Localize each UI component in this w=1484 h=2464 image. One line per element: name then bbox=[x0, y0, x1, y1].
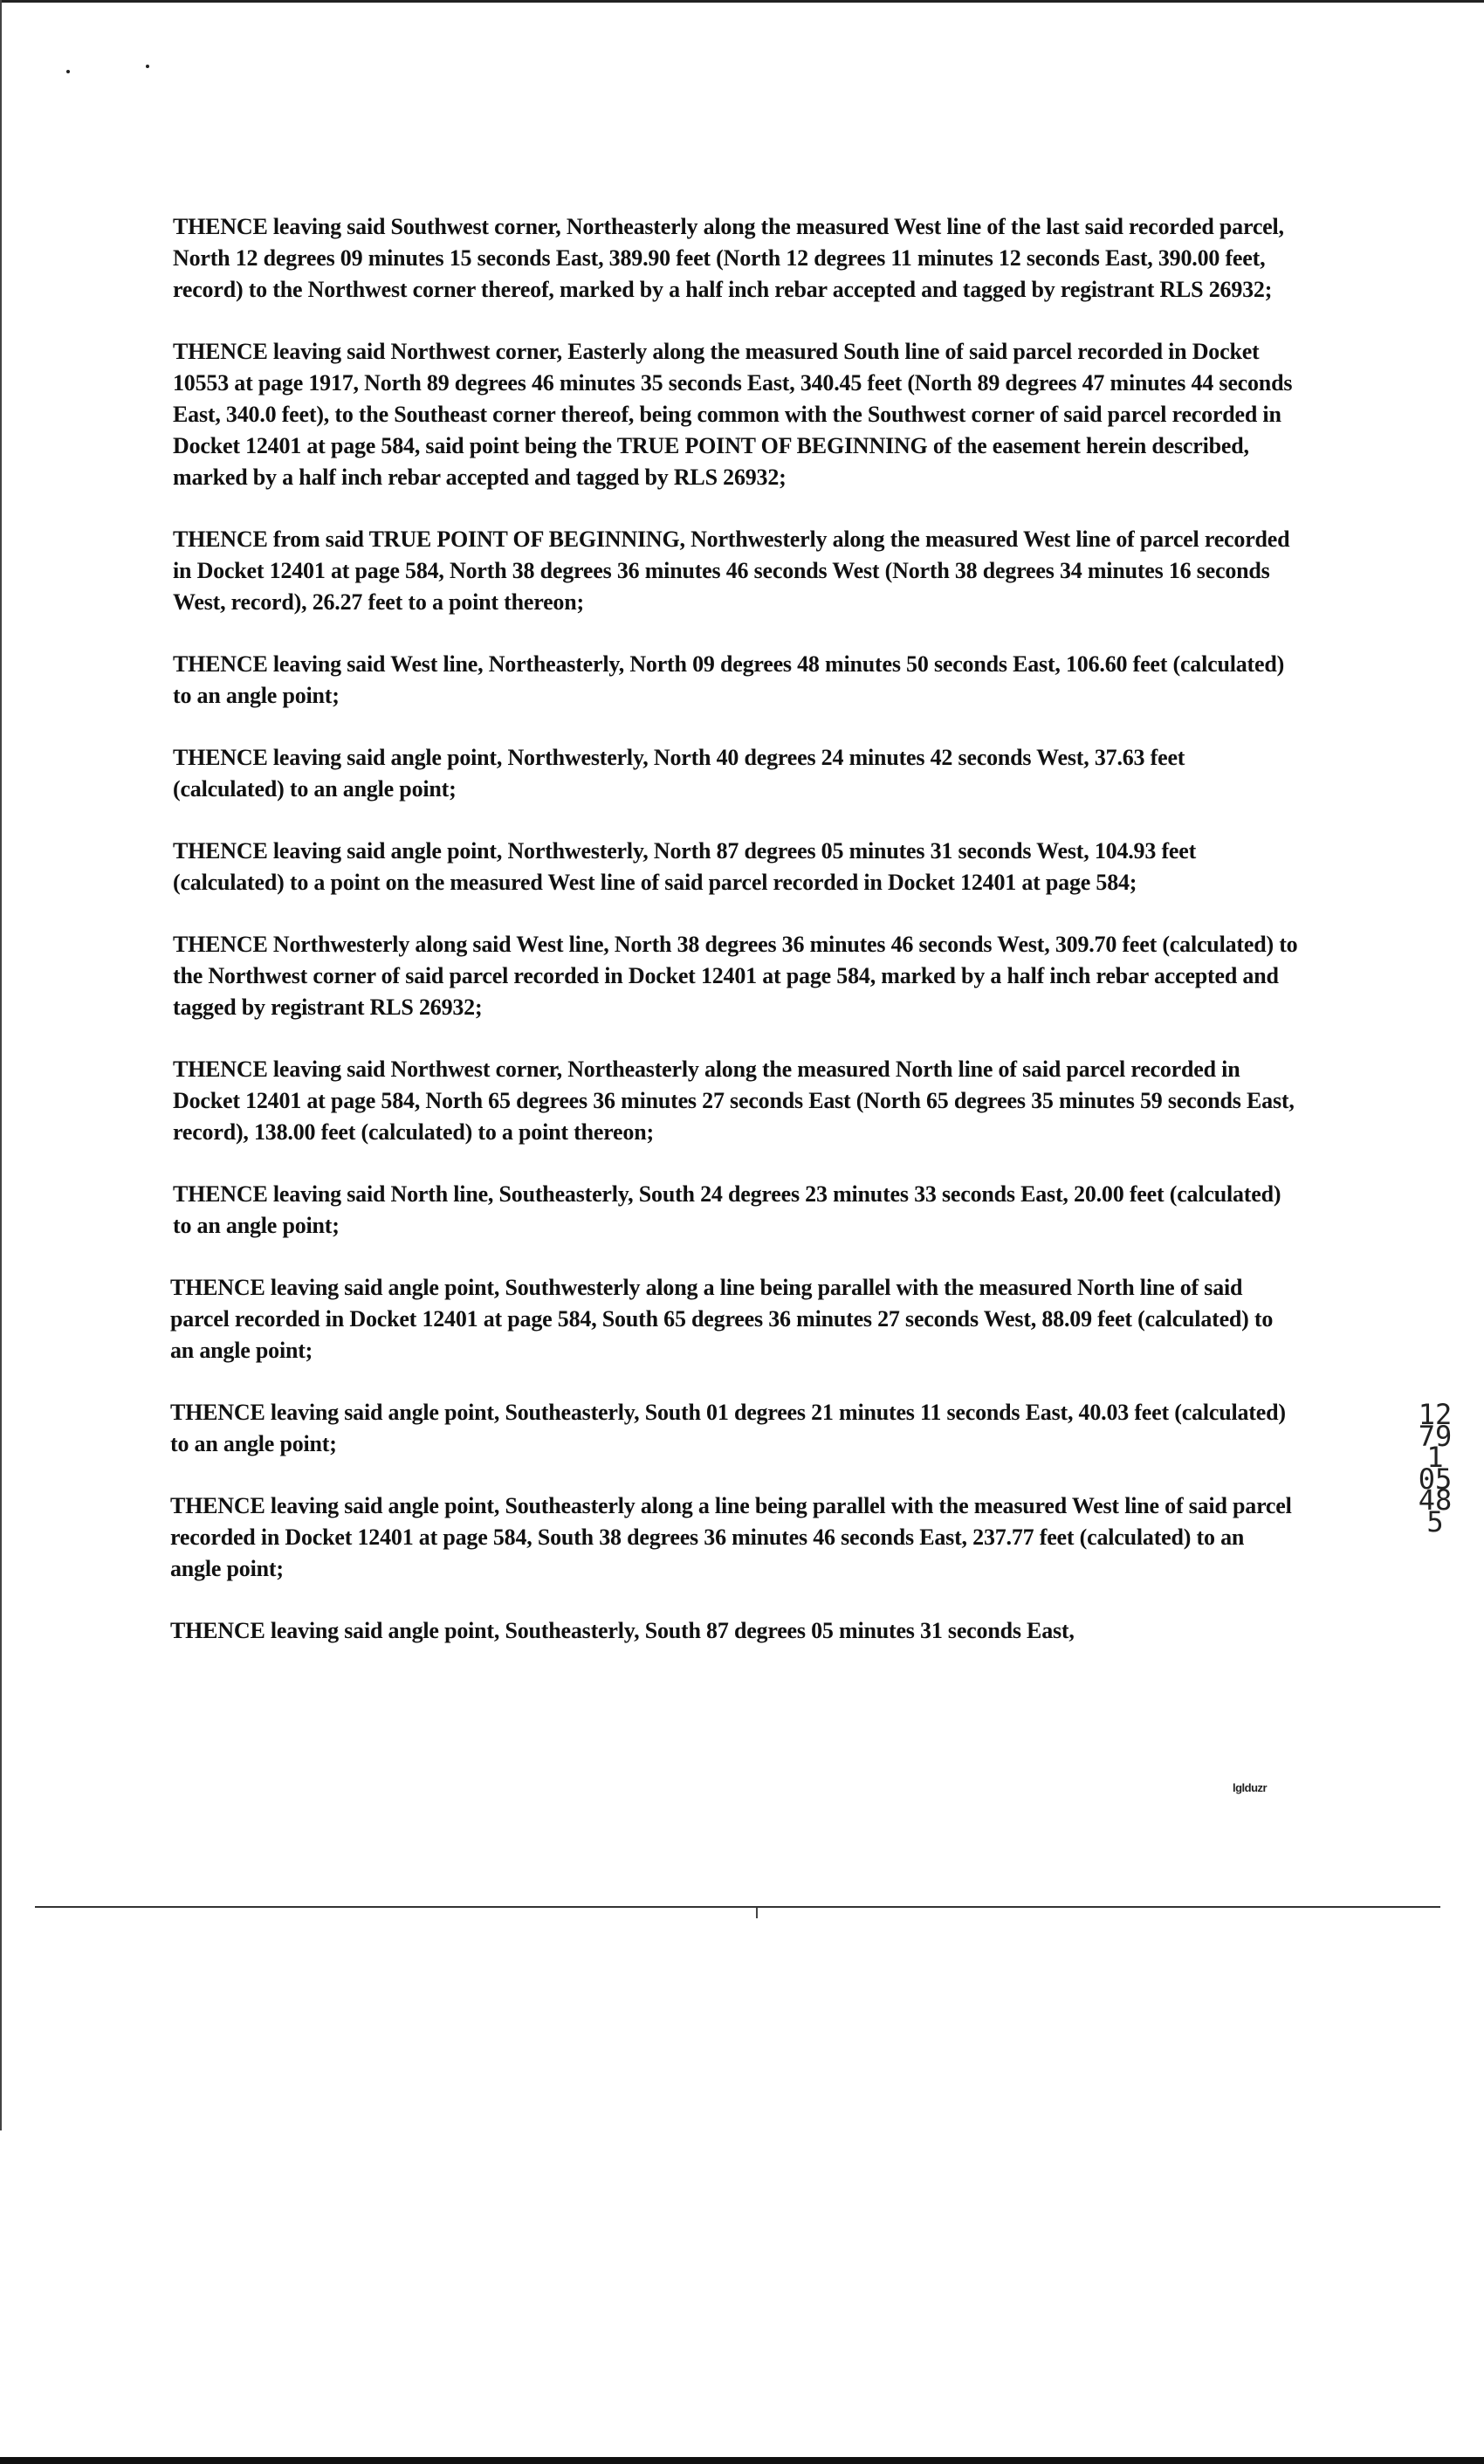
paragraph: THENCE from said TRUE POINT OF BEGINNING, Northwesterly along the measured West line of parcel recorded in Docket 12401 at page 584, North 38 degrees 36 minutes 46 seconds West (North 38 degrees 34 minutes 16 seconds West, record), 26.27 feet to a point thereon; bbox=[173, 527, 1290, 615]
docket-page-stamp: 12791 05485 bbox=[1418, 1398, 1453, 1538]
scan-edge-bottom bbox=[0, 2457, 1484, 2464]
paragraph: THENCE leaving said angle point, Southeasterly, South 01 degrees 21 minutes 11 seconds East, 40.03 feet (calculated) to an angle point; bbox=[170, 1400, 1286, 1456]
scan-edge-left bbox=[0, 0, 2, 2130]
paragraph: THENCE leaving said angle point, Northwesterly, North 40 degrees 24 minutes 42 seconds West, 37.63 feet (calculated) to an angle point; bbox=[173, 745, 1185, 802]
page-divider-line bbox=[35, 1906, 1440, 1908]
paragraph: THENCE leaving said angle point, Southeasterly, South 87 degrees 05 minutes 31 seconds East, bbox=[170, 1618, 1075, 1643]
document-code: lglduzr bbox=[1233, 1781, 1268, 1794]
paragraph: THENCE leaving said Northwest corner, Easterly along the measured South line of said parcel recorded in Docket 10553 at page 1917, North 89 degrees 46 minutes 35 seconds East, 340.45 feet (North 89 degrees 47 minutes 44 seconds East, 340.0 feet), to the Southeast corner thereof, being common with the Southwest corner of said parcel recorded in Docket 12401 at page 584, said point being the TRUE POINT OF BEGINNING of the easement herein described, marked by a half inch rebar accepted and tagged by RLS 26932; bbox=[173, 339, 1293, 490]
scan-speck bbox=[66, 70, 70, 73]
paragraph: THENCE Northwesterly along said West line, North 38 degrees 36 minutes 46 seconds West, 309.70 feet (calculated) to the Northwest corner of said parcel recorded in Docket 12401 at page 584, marked by a half inch rebar accepted and tagged by registrant RLS 26932; bbox=[173, 932, 1298, 1020]
paragraph: THENCE leaving said Southwest corner, Northeasterly along the measured West line of the last said recorded parcel, North 12 degrees 09 minutes 15 seconds East, 389.90 feet (North 12 degrees 11 minutes 12 seconds East, 390.00 feet, record) to the Northwest corner thereof, marked by a half inch rebar accepted and tagged by registrant RLS 26932; bbox=[173, 214, 1284, 302]
legal-description-body bbox=[170, 211, 1299, 1677]
paragraph: THENCE leaving said Northwest corner, Northeasterly along the measured North line of said parcel recorded in Docket 12401 at page 584, North 65 degrees 36 minutes 27 seconds East (North 65 degrees 35 minutes 59 seconds East, record), 138.00 feet (calculated) to a point thereon; bbox=[173, 1056, 1295, 1145]
paragraph: THENCE leaving said angle point, Southwesterly along a line being parallel with the measured North line of said parcel recorded in Docket 12401 at page 584, South 65 degrees 36 minutes 27 seconds West, 88.09 feet (calculated) to an angle point; bbox=[170, 1275, 1274, 1363]
divider-tick bbox=[756, 1908, 758, 1918]
paragraph: THENCE leaving said angle point, Northwesterly, North 87 degrees 05 minutes 31 seconds West, 104.93 feet (calculated) to a point on the measured West line of said parcel recorded in Docket 12401 at page 584; bbox=[173, 838, 1197, 895]
paragraph: THENCE leaving said North line, Southeasterly, South 24 degrees 23 minutes 33 seconds East, 20.00 feet (calculated) to an angle point; bbox=[173, 1181, 1281, 1238]
scan-speck bbox=[146, 65, 149, 68]
paragraph: THENCE leaving said angle point, Southeasterly along a line being parallel with the measured West line of said parcel recorded in Docket 12401 at page 584, South 38 degrees 36 minutes 46 seconds East, 237.77 feet (calculated) to an angle point; bbox=[170, 1493, 1292, 1581]
paragraph: THENCE leaving said West line, Northeasterly, North 09 degrees 48 minutes 50 seconds East, 106.60 feet (calculated) to an angle point; bbox=[173, 651, 1285, 708]
scan-edge-top bbox=[0, 0, 1484, 3]
